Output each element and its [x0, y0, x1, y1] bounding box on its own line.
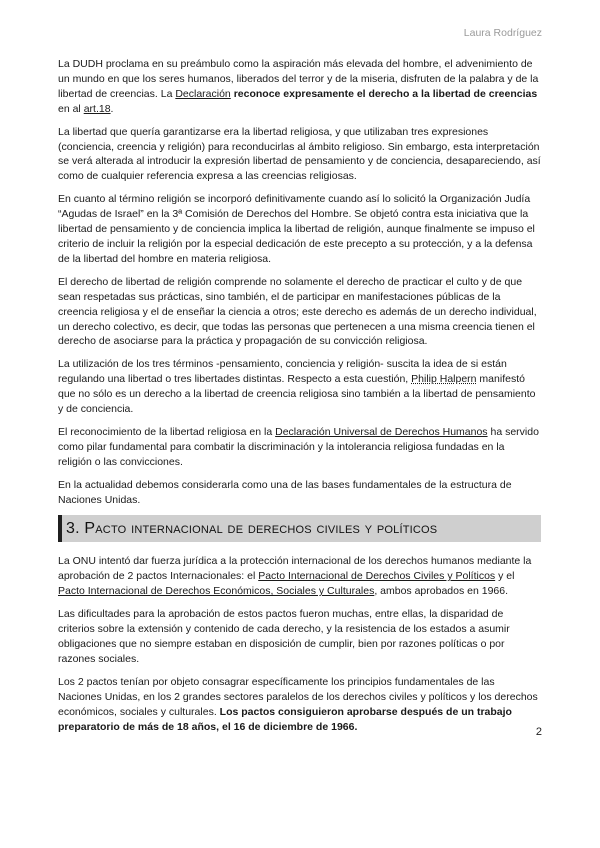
pidesc-link[interactable]: Pacto Internacional de Derechos Económicos, Sociales y Culturales — [58, 585, 375, 598]
text: , ambos aprobados en 1966. — [374, 585, 509, 598]
text: La DUDH proclama en su preámbulo como la aspiración más elevada del hombre, el advenimiento de un mundo en que los seres humanos, liberados del terror y de la miseria, disfruten de la palabra y de la libertad de creencias. La — [58, 58, 539, 100]
document-body — [58, 57, 541, 742]
text: manifestó que no sólo es un derecho a la libertad de creencia religiosa sino también a la libertad de pensamiento y de conciencia. — [58, 373, 536, 416]
section-heading — [58, 515, 541, 542]
declaracion-link[interactable]: Declaración — [175, 87, 231, 100]
paragraph-dudh-preamble — [58, 57, 541, 117]
section-title: 3. Pacto internacional de derechos civiles y políticos — [66, 519, 438, 537]
text: La ONU intentó dar fuerza jurídica a la protección internacional de los derechos humanos mediante la aprobación de 2 pactos Internacionales: el — [58, 555, 532, 583]
paragraph-reconocimiento — [58, 425, 541, 470]
paragraph-derecho-libertad-religion: El derecho de libertad de religión comprende no solamente el derecho de practicar el culto y de que sean respetadas sus prácticas, sino también, el de participar en manifestaciones públicas de la creencia religiosa y el de enseñar la ciencia a otros; este derecho es además de un derecho individual, un derecho colectivo, es decir, que todas las personas que pertenecen a una misma creencia tienen el derecho de asociarse para la práctica y propagación de su convicción religiosa. — [58, 275, 537, 348]
text: El reconocimiento de la libertad religiosa en la — [58, 425, 276, 438]
page-number: 2 — [535, 726, 542, 738]
text: ha servido como pilar fundamental para combatir la discriminación y la intolerancia religiosa fundadas en la religión o las convicciones. — [58, 425, 539, 468]
text: Los 2 pactos tenían por objeto consagrar específicamente los principios fundamentales de las Naciones Unidas, en los 2 grandes sectores paralelos de los derechos civiles y políticos y los derechos económicos, sociales y culturales. — [58, 675, 538, 718]
paragraph-actualidad: En la actualidad debemos considerarla como una de las bases fundamentales de la estructura de Naciones Unidas. — [58, 478, 512, 506]
text: . — [110, 102, 114, 115]
text: y el — [495, 570, 515, 583]
philip-halpern-link[interactable]: Philip Halpern — [411, 373, 477, 386]
paragraph-libertad-religiosa: La libertad que quería garantizarse era la libertad religiosa, y que utilizaban tres expresiones (conciencia, creencia y religión) para reconducirlas al ámbito religioso. Sin embargo, esta interpretación se verá alterada al introducir la expresión libertad de pensamiento y de conciencia, desapareciendo, así como de cualquier referencia expresa a las creencias religiosas. — [58, 125, 541, 183]
pidcp-link[interactable]: Pacto Internacional de Derechos Civiles y Políticos — [258, 570, 496, 583]
bold-text: Los pactos consiguieron aprobarse después de un trabajo preparatorio de más de 18 años, el 16 de diciembre de 1966. — [58, 705, 512, 733]
paragraph-dificultades: Las dificultades para la aprobación de estos pactos fueron muchas, entre ellas, la disparidad de criterios sobre la extensión y contenido de cada derecho, y la resistencia de los estados a asumir obligaciones que no siempre estaban en disposición de cumplir, bien por razones políticas o por razones sociales. — [58, 608, 510, 665]
text: La utilización de los tres términos -pensamiento, conciencia y religión- suscita la idea de si están regulando una libertad o tres libertades distintas. Respecto a esta cuestión, — [58, 358, 507, 386]
dudh-link[interactable]: Declaración Universal de Derechos Humanos — [275, 425, 488, 438]
text: en al — [58, 102, 84, 115]
header-author: Laura Rodríguez — [463, 27, 542, 39]
paragraph-termino-religion: En cuanto al término religión se incorporó definitivamente cuando así lo solicitó la Organización Judía “Agudas de Israel” en la 3ª Comisión de Derechos del Hombre. Se objetó contra esta iniciativa que la libertad de pensamiento y de conciencia implica la libertad de religión, aunque finalmente se impuso el criterio de incluir la religión por la especial dedicación de este precepto a su protección, y a la defensa de la libertad del hombre en materia religiosa. — [58, 193, 535, 265]
bold-text: reconoce expresamente el derecho a la libertad de creencias — [230, 87, 538, 100]
paragraph-objeto-pactos — [58, 675, 541, 735]
art18-link[interactable]: art.18 — [83, 102, 111, 115]
paragraph-onu-pactos — [58, 554, 541, 599]
paragraph-tres-terminos — [58, 357, 541, 417]
